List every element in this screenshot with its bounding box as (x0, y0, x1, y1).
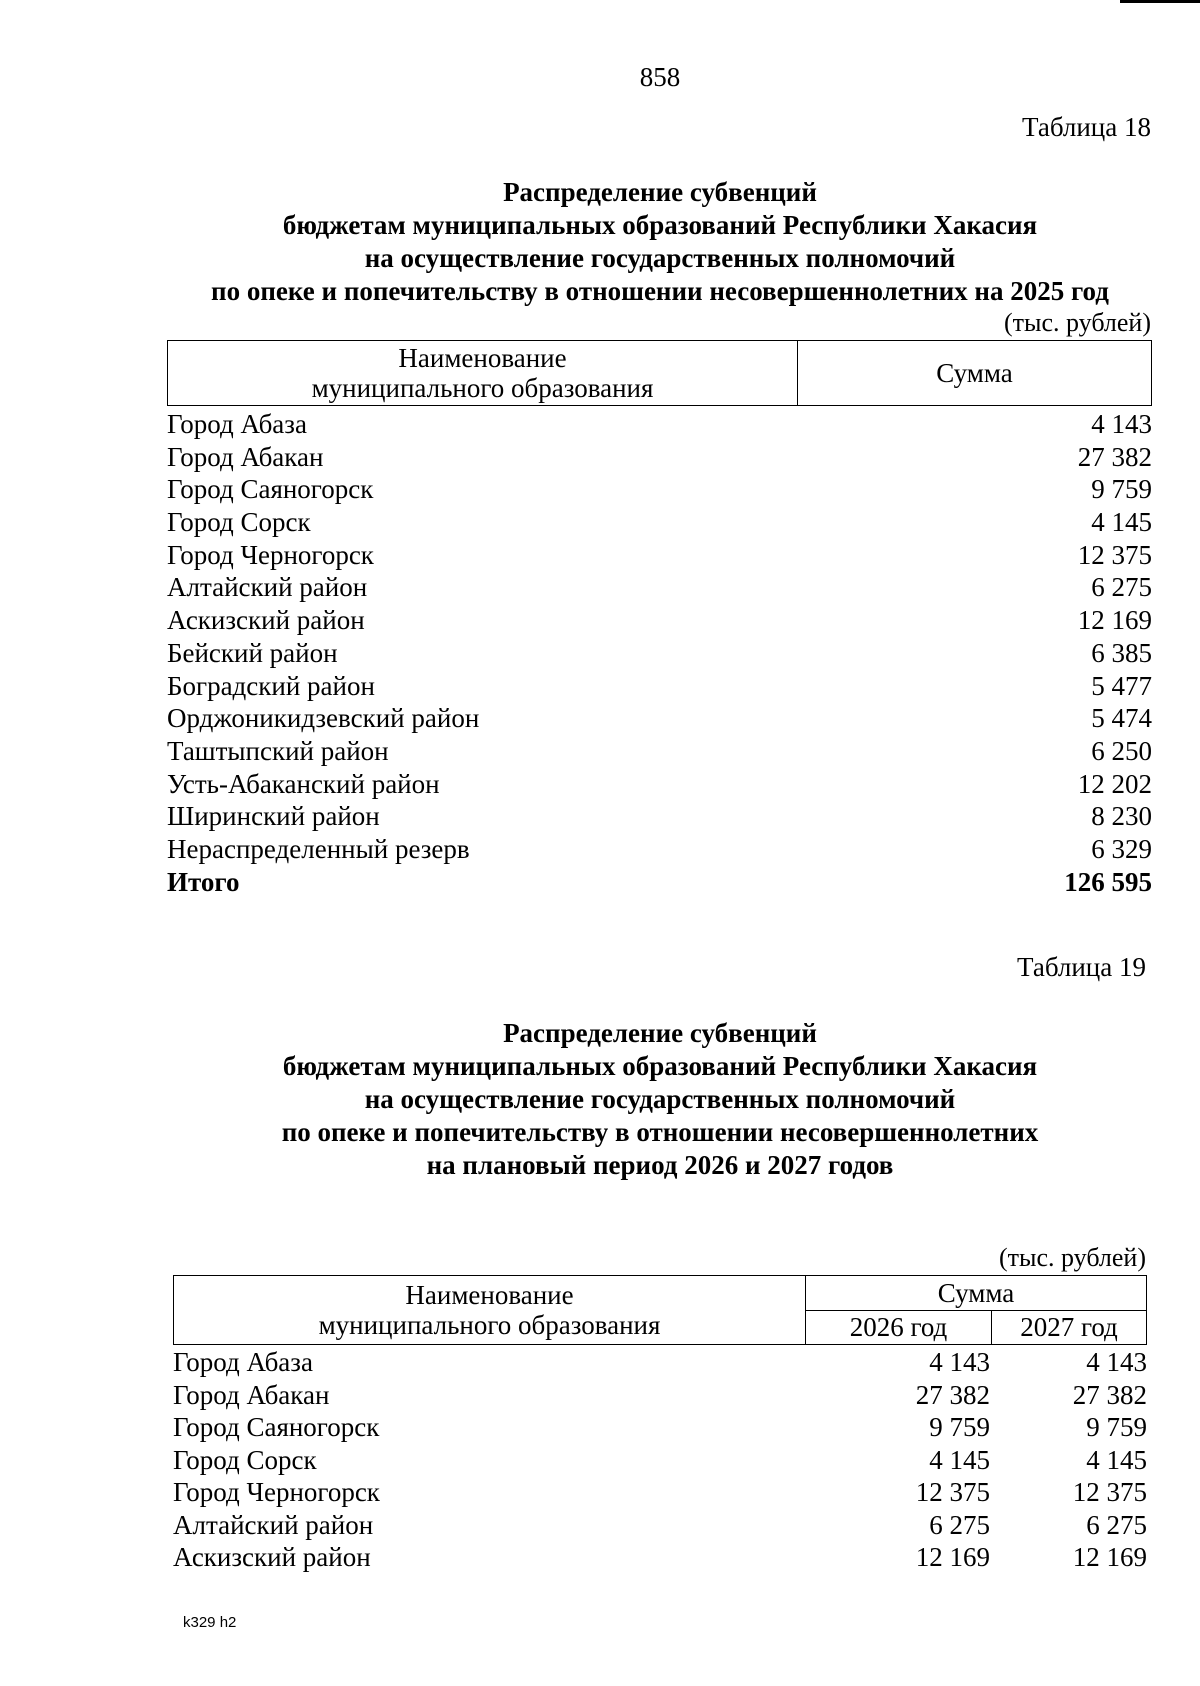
row-name: Город Сорск (167, 507, 311, 538)
table19-title-line: на осуществление государственных полномочий (364, 1084, 956, 1114)
table-row (167, 670, 1152, 703)
table-row (167, 833, 1152, 866)
scan-edge-mark (1120, 0, 1200, 3)
table-row (167, 539, 1152, 572)
table19-body (173, 1346, 1147, 1574)
table-row (167, 735, 1152, 768)
header-name-line2: муниципального образования (318, 1310, 661, 1340)
row-name: Таштыпский район (167, 735, 389, 766)
row-value-2026: 4 143 (929, 1347, 990, 1377)
row-name: Аскизский район (167, 605, 365, 636)
row-name: Город Абакан (173, 1379, 330, 1410)
row-value: 6 250 (1091, 735, 1152, 766)
total-label: Итого (167, 866, 240, 897)
row-value-2027: 12 169 (1072, 1542, 1147, 1572)
row-name: Алтайский район (173, 1509, 374, 1540)
row-value-2026: 12 169 (915, 1542, 990, 1572)
row-value: 4 145 (1091, 507, 1152, 538)
row-value: 5 477 (1091, 670, 1152, 701)
table18-body (167, 408, 1152, 898)
table-row (173, 1379, 1147, 1412)
table-row (167, 408, 1152, 441)
row-value: 5 474 (1091, 703, 1152, 734)
row-name: Алтайский район (167, 572, 368, 603)
header-name-line2: муниципального образования (311, 373, 654, 403)
row-value: 6 385 (1091, 637, 1152, 668)
table-row (173, 1509, 1147, 1542)
row-name: Ширинский район (167, 801, 380, 832)
row-value: 9 759 (1091, 474, 1152, 505)
row-name: Город Черногорск (173, 1477, 380, 1507)
row-value-2027: 27 382 (1072, 1379, 1147, 1410)
table18-units: (тыс. рублей) (1003, 308, 1151, 337)
row-name: Бейский район (167, 637, 338, 668)
table-row (167, 506, 1152, 539)
row-name: Город Саяногорск (167, 474, 374, 505)
table19-title-line: Распределение субвенций (503, 1018, 817, 1048)
table19-header-year-2027: 2027 год (992, 1310, 1147, 1345)
table-row (173, 1411, 1147, 1444)
table-row (167, 800, 1152, 833)
table18-title-line: бюджетам муниципальных образований Республики Хакасия (282, 210, 1038, 240)
table19-header-sum: Сумма (806, 1276, 1147, 1311)
page-number: 858 (639, 62, 681, 92)
row-value: 27 382 (1077, 441, 1152, 472)
row-name: Боградский район (167, 670, 375, 701)
table18-header-name (168, 341, 798, 406)
table-row (167, 441, 1152, 474)
table19-title-line: по опеке и попечительству в отношении несовершеннолетних (281, 1117, 1039, 1147)
table18-header (167, 340, 1152, 406)
row-name: Город Абакан (167, 441, 324, 472)
table-row (167, 702, 1152, 735)
row-value: 6 275 (1091, 572, 1152, 603)
row-value-2026: 4 145 (929, 1444, 990, 1475)
row-value-2026: 9 759 (929, 1412, 990, 1442)
table-row (167, 571, 1152, 604)
row-name: Город Сорск (173, 1444, 317, 1475)
table-row (173, 1476, 1147, 1509)
row-name: Орджоникидзевский район (167, 703, 480, 734)
row-name: Нераспределенный резерв (167, 833, 470, 864)
footer-code: k329 h2 (183, 1614, 237, 1631)
row-value: 12 202 (1077, 768, 1152, 799)
total-value: 126 595 (1064, 866, 1152, 897)
row-value-2027: 4 145 (1086, 1444, 1147, 1475)
row-name: Город Саяногорск (173, 1412, 380, 1442)
row-value-2027: 6 275 (1086, 1509, 1147, 1540)
row-value-2026: 27 382 (915, 1379, 990, 1410)
table19-units: (тыс. рублей) (998, 1243, 1146, 1272)
row-value: 12 169 (1077, 605, 1152, 636)
table-row (167, 473, 1152, 506)
row-value-2027: 4 143 (1086, 1347, 1147, 1377)
table18-header-sum: Сумма (798, 341, 1152, 406)
row-value: 6 329 (1091, 833, 1152, 864)
table18-title-line: на осуществление государственных полномочий (364, 243, 956, 273)
row-value-2026: 6 275 (929, 1509, 990, 1540)
table18-title (0, 176, 1200, 308)
table19-header (173, 1275, 1147, 1345)
table-row (167, 768, 1152, 801)
row-name: Город Абаза (167, 409, 307, 439)
row-value: 12 375 (1077, 539, 1152, 570)
header-name-line1: Наименование (405, 1280, 574, 1310)
header-name-line1: Наименование (398, 343, 567, 373)
table-row (167, 604, 1152, 637)
row-value-2027: 12 375 (1072, 1477, 1147, 1507)
table-row (167, 637, 1152, 670)
total-row (167, 866, 1152, 899)
row-name: Аскизский район (173, 1542, 371, 1572)
table19-title-line: бюджетам муниципальных образований Республики Хакасия (282, 1051, 1038, 1081)
table19-title (0, 1017, 1200, 1182)
table19-header-year-2026: 2026 год (806, 1310, 992, 1345)
table18-label: Таблица 18 (1022, 112, 1151, 142)
table18-title-line: по опеке и попечительству в отношении несовершеннолетних на 2025 год (211, 276, 1109, 306)
row-value: 4 143 (1091, 409, 1152, 439)
table-row (173, 1444, 1147, 1477)
table18-title-line: Распределение субвенций (503, 177, 817, 207)
table19-label: Таблица 19 (1017, 952, 1146, 982)
table-row (173, 1541, 1147, 1574)
table-row (173, 1346, 1147, 1379)
row-name: Усть-Абаканский район (167, 768, 440, 799)
table19-header-name (174, 1276, 806, 1345)
row-name: Город Абаза (173, 1347, 313, 1377)
row-name: Город Черногорск (167, 539, 374, 570)
row-value-2027: 9 759 (1086, 1412, 1147, 1442)
table19-title-line: на плановый период 2026 и 2027 годов (426, 1150, 894, 1180)
row-value: 8 230 (1091, 801, 1152, 832)
row-value-2026: 12 375 (915, 1477, 990, 1507)
